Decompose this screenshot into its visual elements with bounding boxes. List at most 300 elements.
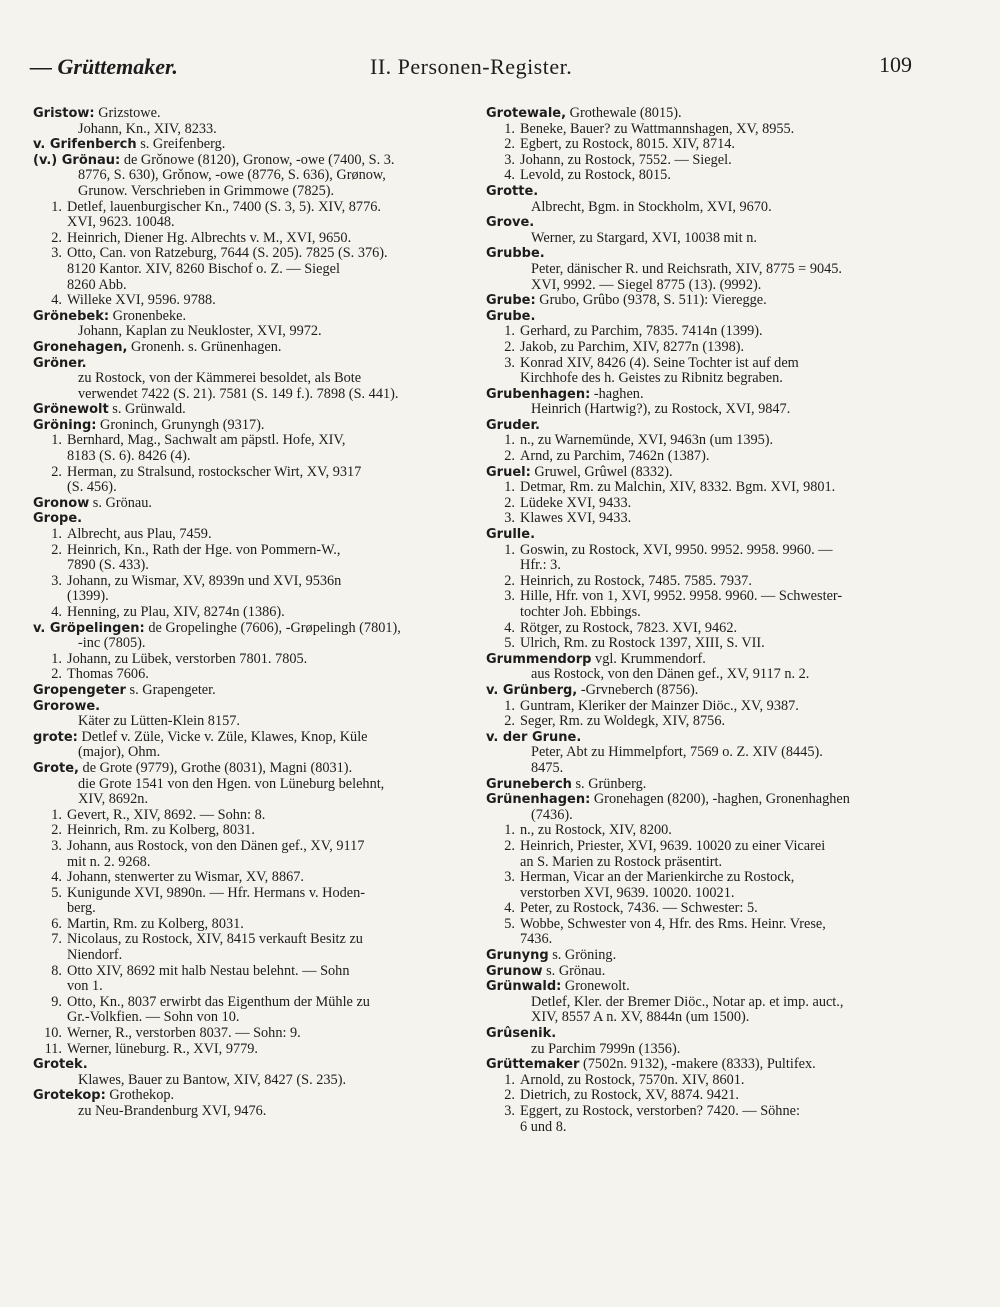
entry-headword: Gruel: bbox=[486, 464, 531, 480]
item-line: Peter, zu Rostock, 7436. — Schwester: 5. bbox=[520, 900, 758, 917]
entry-first-line bbox=[33, 1057, 465, 1073]
entry-item bbox=[486, 901, 918, 917]
item-text bbox=[67, 917, 465, 933]
entry-first-line bbox=[33, 402, 465, 418]
entry-headword: Grubbe. bbox=[486, 246, 545, 262]
entry-first-line bbox=[33, 356, 465, 372]
item-number: 2. bbox=[51, 229, 62, 246]
item-text bbox=[520, 839, 918, 870]
entry-line: verwendet 7422 (S. 21). 7581 (S. 149 f.). 7898 (S. 441). bbox=[78, 385, 399, 402]
item-number: 2. bbox=[51, 463, 62, 480]
item-number: 1. bbox=[504, 323, 515, 340]
entry-item bbox=[486, 917, 918, 948]
item-number: 5. bbox=[504, 915, 515, 932]
register-entry bbox=[486, 979, 918, 1026]
item-text bbox=[520, 543, 918, 574]
item-line: Gerhard, zu Parchim, 7835. 7414n (1399). bbox=[520, 323, 763, 340]
item-text bbox=[67, 886, 465, 917]
entry-line: Klawes, Bauer zu Bantow, XIV, 8427 (S. 235). bbox=[78, 1071, 347, 1088]
item-text bbox=[520, 433, 918, 449]
entry-item bbox=[486, 340, 918, 356]
item-line: Heinrich, zu Rostock, 7485. 7585. 7937. bbox=[520, 572, 752, 589]
register-entry bbox=[486, 683, 918, 730]
item-line: Nicolaus, zu Rostock, XIV, 8415 verkauft Besitz zu bbox=[67, 931, 363, 948]
entry-headword: Gröner. bbox=[33, 355, 87, 371]
item-text bbox=[520, 324, 918, 340]
entry-line: aus Rostock, von den Dänen gef., XV, 9117 n. 2. bbox=[531, 666, 810, 683]
item-text bbox=[520, 870, 918, 901]
entry-headword: Grove. bbox=[486, 215, 535, 231]
item-line: Konrad XIV, 8426 (4). Seine Tochter ist auf dem bbox=[520, 354, 799, 371]
item-text bbox=[67, 605, 465, 621]
entry-item bbox=[486, 511, 918, 527]
item-number: 1. bbox=[51, 526, 62, 543]
item-number: 1. bbox=[51, 432, 62, 449]
entry-line: XVI, 9992. — Siegel 8775 (13). (9992). bbox=[531, 276, 762, 293]
item-line: Werner, R., verstorben 8037. — Sohn: 9. bbox=[67, 1025, 301, 1042]
item-number: 1. bbox=[504, 822, 515, 839]
entry-item bbox=[33, 932, 465, 963]
item-line: Herman, Vicar an der Marienkirche zu Rostock, bbox=[520, 869, 795, 886]
item-line: Heinrich, Rm. zu Kolberg, 8031. bbox=[67, 822, 255, 839]
entry-item bbox=[33, 839, 465, 870]
entry-first-line bbox=[33, 699, 465, 715]
item-line: Kunigunde XVI, 9890n. — Hfr. Hermans v. Hoden- bbox=[67, 884, 366, 901]
item-text bbox=[67, 574, 465, 605]
register-entry bbox=[486, 465, 918, 527]
entry-line: zu Rostock, von der Kämmerei besoldet, als Bote bbox=[78, 370, 362, 387]
item-line: n., zu Rostock, XIV, 8200. bbox=[520, 822, 672, 839]
page-number: 109 bbox=[879, 52, 912, 77]
entry-variants: Grizstowe. bbox=[94, 105, 161, 121]
entry-item bbox=[33, 917, 465, 933]
entry-line: XIV, 8557 A n. XV, 8844n (um 1500). bbox=[531, 1009, 750, 1026]
entry-headword: Gruneberch bbox=[486, 776, 572, 792]
item-number: 7. bbox=[51, 931, 62, 948]
item-line: Lüdeke XVI, 9433. bbox=[520, 494, 632, 511]
entry-line: Johann, Kn., XIV, 8233. bbox=[78, 120, 217, 137]
entry-item bbox=[33, 870, 465, 886]
item-line: 6 und 8. bbox=[520, 1118, 567, 1135]
entry-item bbox=[486, 839, 918, 870]
entry-line: die Grote 1541 von den Hgen. von Lüneburg belehnt, bbox=[78, 775, 385, 792]
item-number: 3. bbox=[51, 837, 62, 854]
entry-item bbox=[33, 543, 465, 574]
entry-item bbox=[33, 964, 465, 995]
item-number: 1. bbox=[504, 1071, 515, 1088]
entry-variants: de Grote (9779), Grothe (8031), Magni (8031). bbox=[78, 759, 353, 776]
register-entry bbox=[486, 777, 918, 793]
entry-variants: s. Grapengeter. bbox=[125, 681, 216, 698]
entry-line: Peter, dänischer R. und Reichsrath, XIV, 8775 = 9045. bbox=[531, 260, 842, 277]
entry-line: Grunow. Verschrieben in Grimmowe (7825). bbox=[78, 182, 335, 199]
item-number: 2. bbox=[504, 1087, 515, 1104]
item-line: an S. Marien zu Rostock präsentirt. bbox=[520, 853, 723, 870]
item-text bbox=[520, 449, 918, 465]
item-text bbox=[67, 823, 465, 839]
entry-line: Johann, Kaplan zu Neukloster, XVI, 9972. bbox=[78, 323, 322, 340]
entry-headword: Grönewolt bbox=[33, 402, 109, 418]
item-text bbox=[67, 1042, 465, 1058]
entry-item bbox=[486, 153, 918, 169]
item-number: 4. bbox=[51, 292, 62, 309]
entry-item bbox=[486, 543, 918, 574]
entry-first-line bbox=[486, 246, 918, 262]
entry-variants: Groninch, Grunyngh (9317). bbox=[96, 416, 265, 433]
entry-item bbox=[486, 356, 918, 387]
entry-variants: Gronenh. s. Grünenhagen. bbox=[127, 338, 282, 355]
item-line: Guntram, Kleriker der Mainzer Diöc., XV, 9387. bbox=[520, 697, 799, 714]
entry-item bbox=[33, 605, 465, 621]
item-line: Wobbe, Schwester von 4, Hfr. des Rms. Heinr. Vrese, bbox=[520, 915, 826, 932]
item-line: 8183 (S. 6). 8426 (4). bbox=[67, 448, 191, 465]
item-line: mit n. 2. 9268. bbox=[67, 853, 151, 870]
item-text bbox=[67, 527, 465, 543]
entry-item bbox=[486, 480, 918, 496]
item-line: 7436. bbox=[520, 931, 553, 948]
register-entry bbox=[486, 418, 918, 465]
entry-first-line bbox=[486, 184, 918, 200]
register-entry bbox=[486, 964, 918, 980]
entry-variants: s. Grünberg. bbox=[571, 775, 647, 792]
item-text bbox=[67, 870, 465, 886]
item-text bbox=[520, 636, 918, 652]
item-number: 2. bbox=[51, 822, 62, 839]
item-line: Levold, zu Rostock, 8015. bbox=[520, 167, 671, 184]
item-line: Heinrich, Priester, XVI, 9639. 10020 zu einer Vicarei bbox=[520, 837, 826, 854]
entry-headword: Grotte. bbox=[486, 183, 539, 199]
entry-line: 8475. bbox=[531, 759, 564, 776]
entry-first-line bbox=[33, 683, 465, 699]
entry-first-line bbox=[33, 106, 465, 122]
item-number: 2. bbox=[504, 713, 515, 730]
entry-variants: s. Gröning. bbox=[548, 947, 617, 964]
item-line: Detmar, Rm. zu Malchin, XIV, 8332. Bgm. XVI, 9801. bbox=[520, 479, 836, 496]
entry-item bbox=[486, 714, 918, 730]
running-head-left: — Grüttemaker. bbox=[30, 54, 178, 79]
item-line: von 1. bbox=[67, 978, 103, 995]
item-line: Martin, Rm. zu Kolberg, 8031. bbox=[67, 915, 244, 932]
entry-item bbox=[486, 621, 918, 637]
item-text bbox=[520, 823, 918, 839]
entry-first-line bbox=[486, 1057, 918, 1073]
entry-first-line bbox=[33, 137, 465, 153]
entry-headword: Grünwald: bbox=[486, 979, 562, 995]
item-text bbox=[520, 699, 918, 715]
register-entry bbox=[33, 402, 465, 418]
item-line: Johann, zu Rostock, 7552. — Siegel. bbox=[520, 151, 732, 168]
item-line: Johann, zu Lübek, verstorben 7801. 7805. bbox=[67, 650, 308, 667]
entry-item bbox=[33, 667, 465, 683]
entry-item bbox=[486, 324, 918, 340]
register-entry bbox=[486, 1026, 918, 1057]
item-line: tochter Joh. Ebbings. bbox=[520, 604, 641, 620]
item-number: 3. bbox=[504, 354, 515, 371]
item-text bbox=[520, 168, 918, 184]
entry-headword: Gropengeter bbox=[33, 682, 126, 698]
entry-line: Heinrich (Hartwig?), zu Rostock, XVI, 9847. bbox=[531, 401, 791, 418]
item-number: 1. bbox=[504, 697, 515, 714]
entry-item bbox=[486, 870, 918, 901]
entry-first-line bbox=[486, 652, 918, 668]
item-text bbox=[67, 808, 465, 824]
item-number: 8. bbox=[51, 962, 62, 979]
item-number: 1. bbox=[504, 541, 515, 558]
item-text bbox=[520, 340, 918, 356]
register-entry bbox=[33, 356, 465, 403]
item-text bbox=[520, 901, 918, 917]
item-number: 3. bbox=[504, 588, 515, 605]
item-line: Heinrich, Diener Hg. Albrechts v. M., XVI, 9650. bbox=[67, 229, 352, 246]
entry-variants: Gruwel, Grûwel (8332). bbox=[530, 463, 673, 480]
entry-first-line bbox=[486, 527, 918, 543]
register-entry bbox=[33, 106, 465, 137]
entry-item bbox=[33, 200, 465, 231]
entry-item bbox=[33, 433, 465, 464]
right-column bbox=[486, 106, 918, 1135]
entry-variants: Gronehagen (8200), -haghen, Gronenhaghen bbox=[590, 791, 850, 808]
entry-headword: Grulle. bbox=[486, 527, 536, 543]
entry-item bbox=[33, 465, 465, 496]
entry-variants: s. Grönau. bbox=[89, 494, 152, 511]
entry-item bbox=[33, 808, 465, 824]
item-line: Johann, zu Wismar, XV, 8939n und XVI, 9536n bbox=[67, 572, 342, 589]
entry-item bbox=[486, 122, 918, 138]
entry-variants: Grubo, Grûbo (9378, S. 511): Vieregge. bbox=[535, 292, 767, 309]
entry-item bbox=[486, 137, 918, 153]
entry-variants: de Gropelinghe (7606), -Grøpelingh (7801), bbox=[144, 619, 401, 636]
item-text bbox=[67, 433, 465, 464]
item-number: 4. bbox=[504, 167, 515, 184]
register-entry bbox=[33, 340, 465, 356]
register-entry bbox=[33, 699, 465, 730]
entry-variants: de Grǒnowe (8120), Gronow, -owe (7400, S. 3. bbox=[120, 151, 395, 168]
item-line: Thomas 7606. bbox=[67, 666, 149, 683]
entry-line: (major), Ohm. bbox=[78, 744, 161, 761]
entry-variants: -Grvneberch (8756). bbox=[577, 681, 699, 698]
entry-first-line bbox=[486, 387, 918, 403]
entry-first-line bbox=[486, 948, 918, 964]
entry-line: Käter zu Lütten-Klein 8157. bbox=[78, 713, 240, 730]
entry-first-line bbox=[486, 418, 918, 434]
item-number: 10. bbox=[44, 1025, 62, 1042]
item-line: Beneke, Bauer? zu Wattmannshagen, XV, 8955. bbox=[520, 120, 795, 137]
item-line: Herman, zu Stralsund, rostockscher Wirt, XV, 9317 bbox=[67, 463, 362, 480]
item-text bbox=[67, 231, 465, 247]
entry-headword: Grube. bbox=[486, 308, 536, 324]
item-text bbox=[67, 246, 465, 293]
entry-item bbox=[486, 496, 918, 512]
item-line: Otto, Can. von Ratzeburg, 7644 (S. 205). 7825 (S. 376). bbox=[67, 245, 388, 262]
entry-headword: v. Grünberg, bbox=[486, 682, 578, 698]
item-text bbox=[67, 293, 465, 309]
entry-headword: Grube: bbox=[486, 293, 536, 309]
item-text bbox=[520, 589, 918, 620]
register-entry bbox=[486, 527, 918, 652]
item-line: Willeke XVI, 9596. 9788. bbox=[67, 292, 216, 309]
item-text bbox=[520, 480, 918, 496]
item-line: Niendorf. bbox=[67, 947, 123, 964]
item-line: berg. bbox=[67, 900, 96, 917]
entry-first-line bbox=[486, 465, 918, 481]
item-line: Johann, aus Rostock, von den Dänen gef., XV, 9117 bbox=[67, 837, 365, 854]
entry-headword: Grope. bbox=[33, 511, 83, 527]
entry-headword: v. Gröpelingen: bbox=[33, 620, 145, 636]
entry-line: Albrecht, Bgm. in Stockholm, XVI, 9670. bbox=[531, 198, 772, 215]
item-line: Jakob, zu Parchim, XIV, 8277n (1398). bbox=[520, 338, 745, 355]
item-line: Otto XIV, 8692 mit halb Nestau belehnt. — Sohn bbox=[67, 962, 350, 979]
item-line: Hfr.: 3. bbox=[520, 557, 561, 574]
entry-item bbox=[33, 995, 465, 1026]
item-text bbox=[520, 621, 918, 637]
entry-variants: Grothewale (8015). bbox=[566, 105, 682, 121]
entry-variants: Gronenbeke. bbox=[109, 307, 187, 324]
item-text bbox=[67, 465, 465, 496]
entry-item bbox=[33, 246, 465, 293]
item-text bbox=[520, 496, 918, 512]
item-number: 2. bbox=[504, 572, 515, 589]
item-number: 11. bbox=[44, 1040, 62, 1057]
entry-item bbox=[33, 1042, 465, 1058]
entry-headword: Grorowe. bbox=[33, 698, 101, 714]
item-text bbox=[67, 667, 465, 683]
entry-headword: Grubenhagen: bbox=[486, 386, 591, 402]
register-entry bbox=[33, 621, 465, 683]
item-text bbox=[67, 964, 465, 995]
item-text bbox=[520, 1073, 918, 1089]
entry-headword: v. Grifenberch bbox=[33, 137, 137, 153]
entry-headword: Grunow bbox=[486, 963, 543, 979]
item-line: Bernhard, Mag., Sachwalt am päpstl. Hofe, XIV, bbox=[67, 432, 346, 449]
item-text bbox=[520, 917, 918, 948]
entry-headword: Gruder. bbox=[486, 417, 540, 433]
item-line: Hille, Hfr. von 1, XVI, 9952. 9958. 9960. — Schwester- bbox=[520, 588, 843, 605]
entry-line: (7436). bbox=[531, 806, 573, 823]
entry-line: XIV, 8692n. bbox=[78, 791, 149, 808]
entry-first-line bbox=[486, 730, 918, 746]
item-line: Seger, Rm. zu Woldegk, XIV, 8756. bbox=[520, 713, 726, 730]
entry-variants: s. Greifenberg. bbox=[136, 136, 226, 153]
running-head-title: II. Personen-Register. bbox=[370, 54, 573, 79]
item-line: Rötger, zu Rostock, 7823. XVI, 9462. bbox=[520, 619, 738, 636]
item-text bbox=[67, 543, 465, 574]
entry-first-line bbox=[33, 153, 465, 169]
entry-item bbox=[486, 589, 918, 620]
register-entry bbox=[486, 309, 918, 387]
entry-headword: v. der Grune. bbox=[486, 729, 582, 745]
register-entry bbox=[486, 652, 918, 683]
item-line: Detlef, lauenburgischer Kn., 7400 (S. 3, 5). XIV, 8776. bbox=[67, 198, 381, 215]
entry-item bbox=[486, 823, 918, 839]
entry-first-line bbox=[33, 496, 465, 512]
entry-item bbox=[486, 168, 918, 184]
item-number: 2. bbox=[504, 338, 515, 355]
register-entry bbox=[486, 184, 918, 215]
entry-item bbox=[33, 886, 465, 917]
item-line: n., zu Warnemünde, XVI, 9463n (um 1395). bbox=[520, 432, 774, 449]
item-text bbox=[520, 714, 918, 730]
register-entry bbox=[486, 106, 918, 184]
entry-headword: Grönebek: bbox=[33, 308, 110, 324]
item-line: Arnd, zu Parchim, 7462n (1387). bbox=[520, 448, 710, 465]
entry-line: Peter, Abt zu Himmelpfort, 7569 o. Z. XIV (8445). bbox=[531, 744, 823, 761]
entry-line: -inc (7805). bbox=[78, 635, 146, 652]
item-number: 2. bbox=[504, 136, 515, 153]
entry-first-line bbox=[33, 761, 465, 777]
entry-variants: Grothekop. bbox=[105, 1087, 175, 1104]
item-number: 6. bbox=[51, 915, 62, 932]
left-column bbox=[33, 106, 465, 1120]
entry-line: Werner, zu Stargard, XVI, 10038 mit n. bbox=[531, 229, 757, 246]
item-line: verstorben XVI, 9639. 10020. 10021. bbox=[520, 884, 735, 901]
entry-headword: Grotek. bbox=[33, 1057, 88, 1073]
entry-line: 8776, S. 630), Grǒnow, -owe (8776, S. 636), Grønow, bbox=[78, 167, 386, 184]
item-number: 4. bbox=[504, 900, 515, 917]
entry-headword: Gröning: bbox=[33, 417, 97, 433]
item-number: 2. bbox=[504, 448, 515, 465]
item-text bbox=[520, 1104, 918, 1135]
item-text bbox=[67, 839, 465, 870]
page-header bbox=[30, 52, 912, 84]
entry-first-line bbox=[33, 340, 465, 356]
item-text bbox=[520, 574, 918, 590]
item-line: Klawes XVI, 9433. bbox=[520, 510, 632, 527]
entry-item bbox=[33, 823, 465, 839]
item-number: 3. bbox=[504, 1103, 515, 1119]
item-line: Albrecht, aus Plau, 7459. bbox=[67, 526, 212, 543]
item-number: 1. bbox=[504, 479, 515, 496]
entry-item bbox=[33, 652, 465, 668]
register-entry bbox=[486, 215, 918, 246]
item-number: 3. bbox=[504, 869, 515, 886]
register-entry bbox=[486, 1057, 918, 1135]
entry-headword: Gristow: bbox=[33, 106, 95, 121]
entry-headword: (v.) Grönau: bbox=[33, 152, 121, 168]
item-number: 3. bbox=[51, 245, 62, 262]
entry-first-line bbox=[486, 106, 918, 122]
entry-first-line bbox=[486, 683, 918, 699]
entry-headword: Grummendorp bbox=[486, 651, 592, 667]
register-entry bbox=[33, 309, 465, 340]
register-entry bbox=[486, 246, 918, 293]
entry-first-line bbox=[33, 621, 465, 637]
item-number: 2. bbox=[504, 837, 515, 854]
item-text bbox=[520, 1088, 918, 1104]
register-entry bbox=[33, 418, 465, 496]
item-line: Gevert, R., XIV, 8692. — Sohn: 8. bbox=[67, 806, 266, 823]
register-entry bbox=[33, 730, 465, 761]
register-entry bbox=[33, 137, 465, 153]
item-text bbox=[67, 652, 465, 668]
entry-variants: vgl. Krummendorf. bbox=[591, 650, 706, 667]
item-text bbox=[67, 1026, 465, 1042]
entry-headword: Gronehagen, bbox=[33, 339, 128, 355]
item-text bbox=[520, 356, 918, 387]
item-text bbox=[67, 932, 465, 963]
item-line: Otto, Kn., 8037 erwirbt das Eigenthum der Mühle zu bbox=[67, 993, 370, 1010]
item-line: Gr.-Volkfien. — Sohn von 10. bbox=[67, 1009, 240, 1026]
item-line: 7890 (S. 433). bbox=[67, 557, 149, 574]
entry-first-line bbox=[33, 730, 465, 746]
entry-item bbox=[486, 1088, 918, 1104]
entry-line: Detlef, Kler. der Bremer Diöc., Notar ap. et imp. auct., bbox=[531, 993, 844, 1010]
register-entry bbox=[33, 683, 465, 699]
item-line: Heinrich, Kn., Rath der Hge. von Pommern-W., bbox=[67, 541, 341, 558]
item-line: Eggert, zu Rostock, verstorben? 7420. — Söhne: bbox=[520, 1103, 800, 1119]
entry-headword: Grotewale, bbox=[486, 106, 567, 121]
register-entry bbox=[33, 1088, 465, 1119]
entry-headword: Grote, bbox=[33, 760, 79, 776]
